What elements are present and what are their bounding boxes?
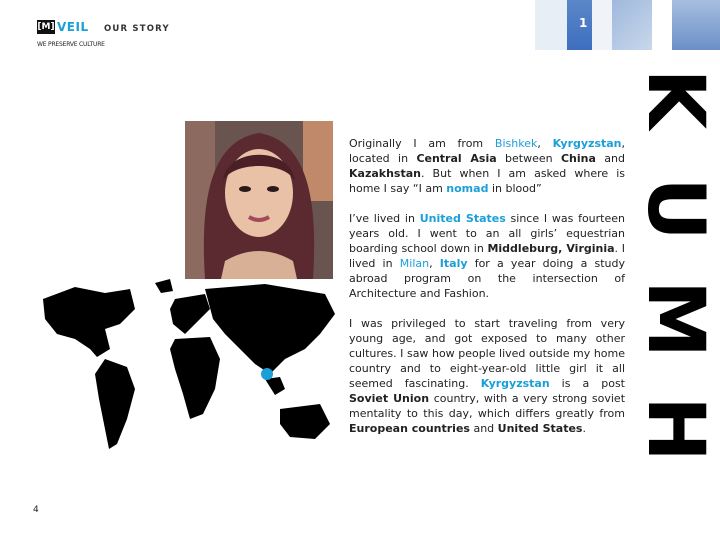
text-run: and [469,422,498,435]
text-run: Soviet Union [349,392,430,405]
text-run: , [429,257,440,270]
text-run: . [582,422,586,435]
text-run: and [595,152,625,165]
world-map [35,279,344,500]
text-run: I’ve lived in [349,212,420,225]
text-run: Central Asia [416,152,497,165]
vertical-letter: U [630,177,720,241]
paragraph [349,211,625,301]
portrait-photo [185,121,333,279]
text-run: in blood” [488,182,542,195]
text-run: China [560,152,596,165]
vertical-letter: H [630,396,720,462]
text-run: Originally I am from [349,137,495,150]
strip-number: 1 [579,16,588,30]
text-run: Italy [439,257,468,270]
text-run: I was privileged to start traveling from very young age, and got exposed to many other cultures. I saw how people lived outside my home country and to eight-year-old little girl it all seemed fascinating. [349,317,625,390]
paragraph [349,136,625,196]
logo-mark: [M] [37,22,55,32]
text-run: , [537,137,553,150]
text-run: United States [419,212,506,225]
text-run: nomad [446,182,489,195]
text-run: Kyrgyzstan [480,377,550,390]
text-run: Milan [399,257,430,270]
text-run: Kazakhstan [349,167,421,180]
tagline: WE PRESERVE CULTURE [37,41,105,48]
paragraph [349,316,625,436]
logo-wordmark: VEIL [57,20,89,34]
text-run: Middleburg, Virginia [487,242,615,255]
text-run: European countries [349,422,470,435]
header-photo-strips [535,0,720,50]
text-run: country, with a very strong soviet mentality to this day, which differs greatly from [349,392,626,420]
logo[interactable] [37,20,89,34]
text-run: for a year doing a study abroad program on the intersection of Architecture and Fashion. [349,257,625,300]
text-run: is a post [549,377,625,390]
vertical-letter: M [630,280,720,358]
vertical-letter: K [630,68,720,130]
text-run: United States [497,422,583,435]
section-title: OUR STORY [104,24,170,34]
text-run: between [496,152,561,165]
text-run: . I lived in [349,242,625,270]
text-run: Kyrgyzstan [552,137,622,150]
story-text [349,136,625,451]
text-run: Bishkek [494,137,538,150]
text-run: . But when I am asked where is home I say “I am [349,167,625,195]
vertical-title [630,60,720,500]
page-number: 4 [33,505,39,515]
text-run: , located in [349,137,625,165]
text-run: since I was fourteen years old. I went to an all girls’ equestrian boarding school down in [349,212,625,255]
